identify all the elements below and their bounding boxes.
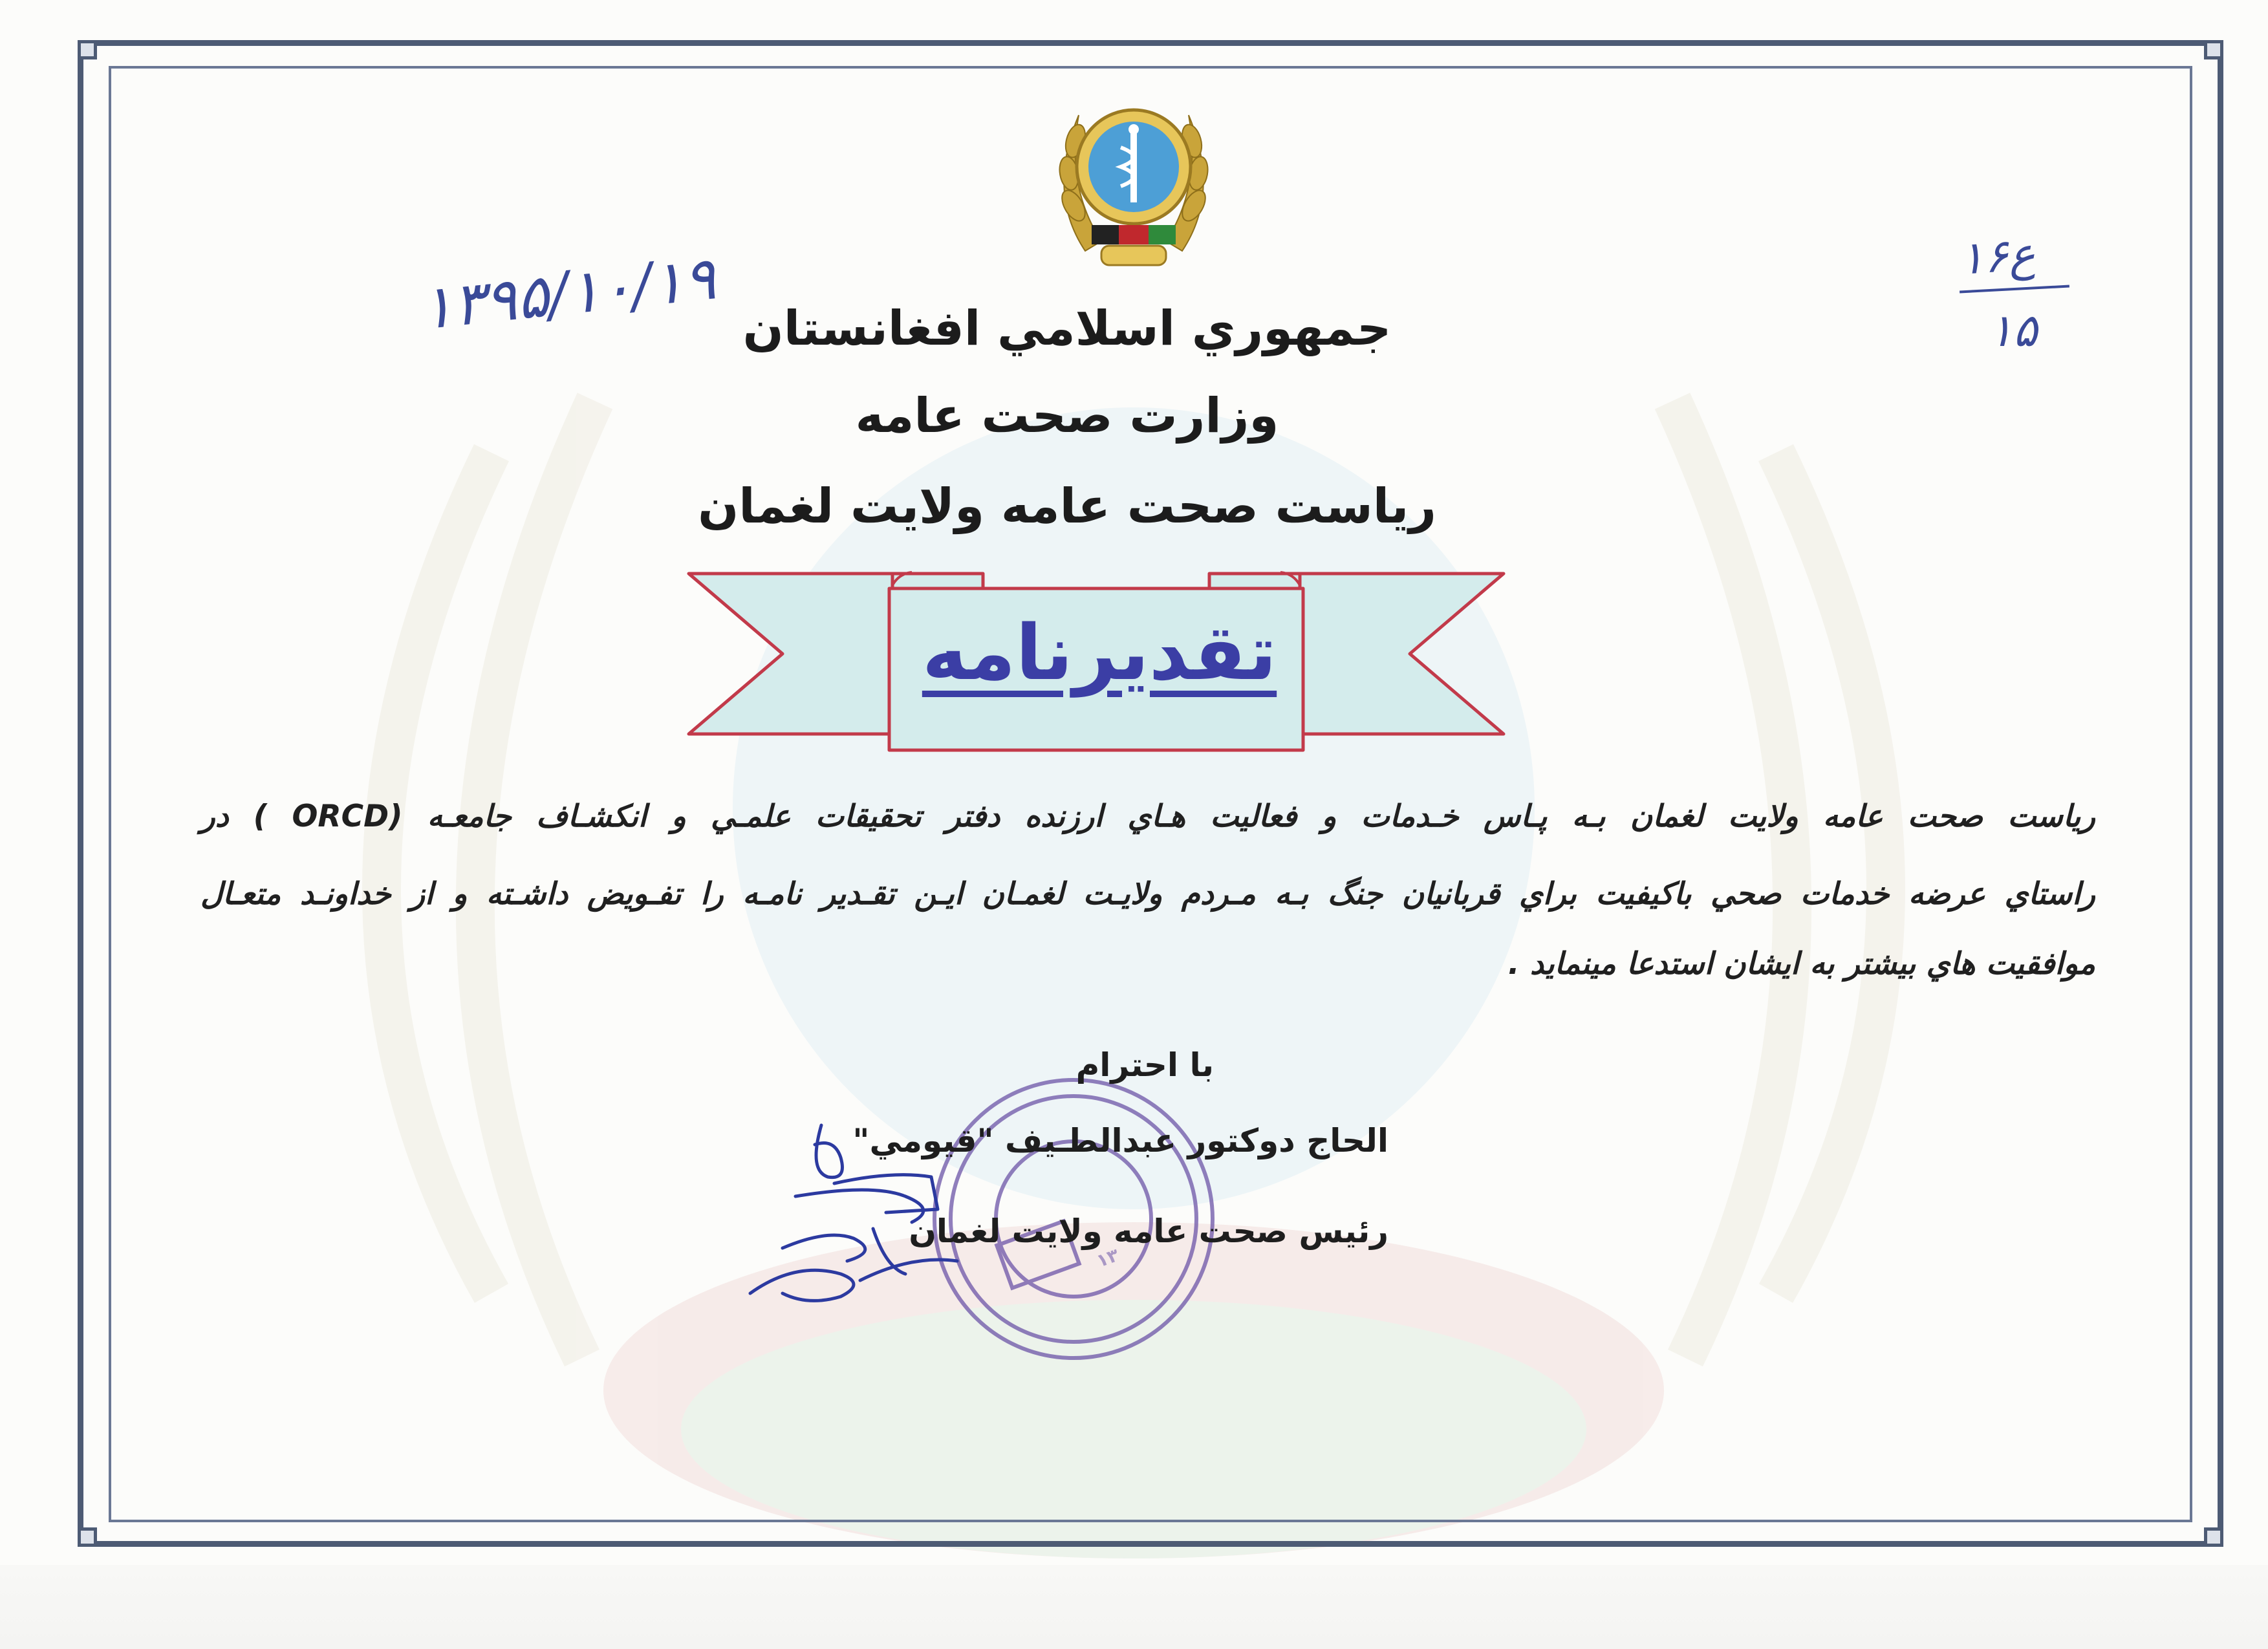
stamp-number: ۱۳ xyxy=(1094,1244,1122,1272)
corner-ornament xyxy=(2204,40,2223,59)
handwritten-reference-sub: ۱۵ xyxy=(1989,304,2038,357)
country-heading: جمهوري اسلامي افغانستان xyxy=(742,301,1392,356)
corner-ornament xyxy=(2204,1527,2223,1547)
body-text-line: راستاي عرضه خدمات صحي باكيفيت براي قربانيان جنگ بـه مـردم ولايـت لغمـان ايـن تقـدير نامـه را تفـويض داشـته و از خداونـد متعـال xyxy=(200,876,2095,912)
handwritten-reference-number: ۱۶ع xyxy=(1958,227,2037,285)
corner-ornament xyxy=(78,1527,97,1547)
corner-ornament xyxy=(78,40,97,59)
certificate-title: تقديرنامه xyxy=(922,608,1277,697)
directorate-heading: رياست صحت عامه ولايت لغمان xyxy=(698,479,1436,534)
closing-regards: با احترام xyxy=(1075,1046,1214,1084)
handwritten-date: ۱۳۹۵/۱۰/۱۹ xyxy=(417,243,719,343)
ministry-emblem-icon xyxy=(1040,76,1227,277)
body-text-line: رياست صحت عامه ولايت لغمان بـه پـاس خـدمات و فعاليت هـاي ارزنده دفتر تحقيقات علمـي و انكشـاف جامعـه (ORCD ) در xyxy=(200,799,2095,834)
ministry-heading: وزارت صحت عامه xyxy=(855,388,1279,444)
signatory-name: الحاج دوكتور عبدالطـيف "قيومي" xyxy=(852,1122,1388,1159)
scan-bottom-margin xyxy=(0,1565,2268,1649)
signatory-position: رئيس صحت عامه ولايت لغمان xyxy=(909,1212,1388,1250)
body-text-line: موافقيت هاي بيشتر به ايشان استدعا مينمايد . xyxy=(1507,946,2095,982)
